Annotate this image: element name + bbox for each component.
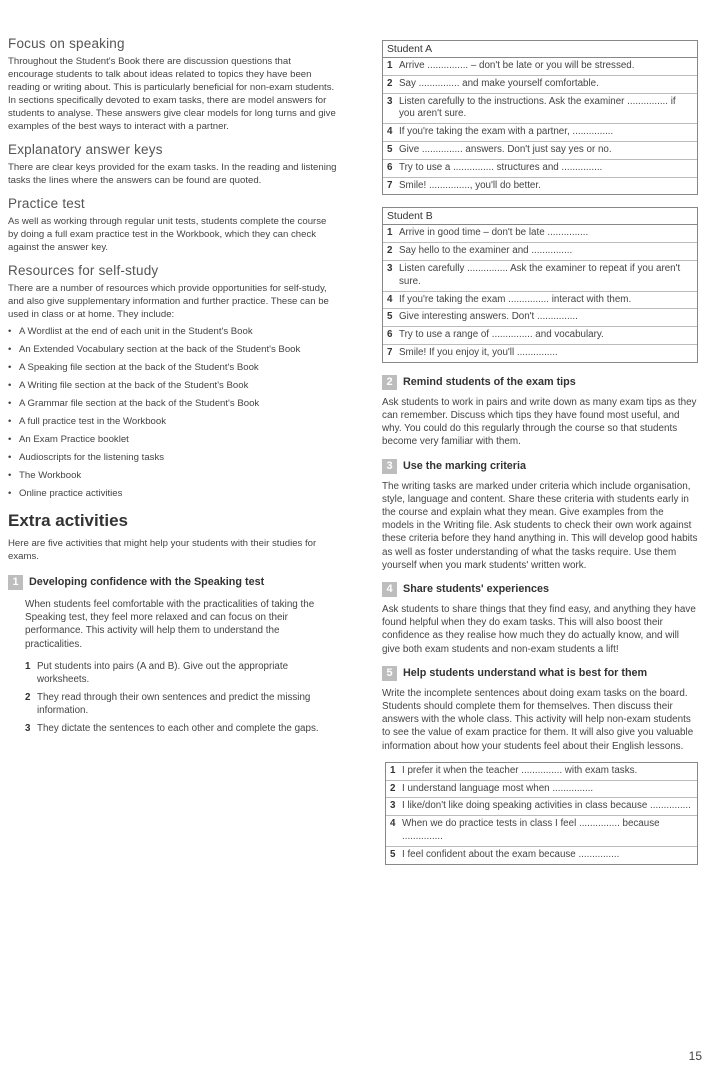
activity-1-heading bbox=[8, 575, 338, 590]
list-item bbox=[25, 660, 338, 686]
activity-3 bbox=[382, 459, 698, 572]
row-number: 1 bbox=[390, 764, 396, 776]
row-text: Give ............... answers. Don't just say yes or no. bbox=[399, 143, 612, 155]
extra-activities-title: Extra activities bbox=[8, 510, 129, 530]
resources-heading: Resources for self-study bbox=[8, 263, 159, 278]
focus-text: Throughout the Student's Book there are discussion questions that encourage students to talk about ideas related to topics they have been reading or writing about. This is particularly beneficial for non-exam students. In sections specifically devoted to exam tasks, there are model answers for students to analyse. These answers give clear models for long turns and give examples of the best ways to interact with a partner. bbox=[8, 56, 336, 132]
worksheet-row bbox=[386, 781, 697, 799]
activity-number-badge: 5 bbox=[382, 666, 397, 681]
activity-1-text: When students feel comfortable with the practicalities of taking the Speaking test, they feel more relaxed and can focus on their performance. This activity will help them to understand the practicalities. bbox=[25, 598, 315, 650]
worksheet-row bbox=[386, 763, 697, 781]
explanatory-text: There are clear keys provided for the exam tasks. In the reading and listening tasks the lines where the answers can be found are quoted. bbox=[8, 162, 337, 186]
activity-2-text: Ask students to work in pairs and write down as many exam tips as they can remember. Discuss which tips they have found most useful, and why. You could do this regularly through the course so that students become very familiar with them. bbox=[382, 396, 697, 448]
row-number: 6 bbox=[387, 161, 393, 173]
row-text: Arrive ............... – don't be late or you will be stressed. bbox=[399, 60, 635, 71]
focus-heading: Focus on speaking bbox=[8, 36, 125, 51]
row-number: 7 bbox=[387, 346, 393, 358]
list-item: • A Grammar file section at the back of the Student's Book bbox=[8, 398, 338, 411]
student-b-title: Student B bbox=[383, 208, 697, 225]
right-column bbox=[382, 40, 698, 877]
activity-1-title: Developing confidence with the Speaking test bbox=[29, 576, 265, 588]
activity-1-steps bbox=[25, 660, 338, 735]
worksheet-row bbox=[383, 94, 697, 125]
list-item: • The Workbook bbox=[8, 470, 338, 483]
row-text: If you're taking the exam ............... interact with them. bbox=[399, 293, 632, 305]
row-text: When we do practice tests in class I feel ............... because ............... bbox=[402, 818, 660, 842]
list-item: • Online practice activities bbox=[8, 488, 338, 501]
worksheet-row bbox=[383, 58, 697, 76]
row-text: Arrive in good time – don't be late ............... bbox=[399, 227, 589, 239]
row-number: 2 bbox=[387, 77, 393, 89]
list-item: • A Wordlist at the end of each unit in the Student's Book bbox=[8, 326, 338, 339]
explanatory-heading: Explanatory answer keys bbox=[8, 142, 163, 157]
list-item bbox=[25, 722, 338, 735]
activity-4-heading bbox=[382, 582, 698, 597]
list-item bbox=[25, 691, 338, 717]
list-item: • A full practice test in the Workbook bbox=[8, 416, 338, 429]
worksheet-row bbox=[383, 160, 697, 178]
page-number: 15 bbox=[688, 1049, 702, 1063]
student-b-worksheet bbox=[382, 207, 698, 362]
worksheet-row bbox=[383, 178, 697, 195]
worksheet-row bbox=[386, 847, 697, 864]
student-a-title: Student A bbox=[383, 41, 697, 58]
resources-text: There are a number of resources which provide opportunities for self-study, and also give supplementary information and further practice. These can be used in class or at home. They include: bbox=[8, 283, 329, 320]
practice-text: As well as working through regular unit tests, students complete the course by doing a full exam practice test in the Workbook, which they can check against the answer key. bbox=[8, 216, 327, 253]
row-text: I like/don't like doing speaking activities in class because ............... bbox=[402, 800, 691, 812]
row-text: Listen carefully to the instructions. Ask the examiner ............... if you aren't sure. bbox=[399, 95, 676, 120]
worksheet-row bbox=[383, 292, 697, 310]
worksheet-row bbox=[383, 345, 697, 362]
worksheet-row bbox=[386, 798, 697, 816]
row-number: 5 bbox=[387, 143, 393, 155]
activity-3-text: The writing tasks are marked under criteria which include organisation, style, language and content. Share these criteria with students early in the course and explain what they mean. Give examples from the models in the Writing file. Ask students to check their own work against these criteria before they hand anything in. This will develop good habits as well as foster understanding of what the tasks require. Use them yourself when you mark students' written work. bbox=[382, 480, 698, 571]
row-number: 2 bbox=[390, 782, 396, 794]
activity-2 bbox=[382, 375, 698, 449]
activity-number-badge: 3 bbox=[382, 459, 397, 474]
worksheet-row bbox=[383, 142, 697, 160]
step-text: They read through their own sentences and predict the missing information. bbox=[37, 692, 311, 717]
student-a-worksheet bbox=[382, 40, 698, 195]
row-text: Give interesting answers. Don't ............... bbox=[399, 311, 578, 323]
activity-3-heading bbox=[382, 459, 698, 474]
step-number: 1 bbox=[25, 661, 31, 673]
list-item: • A Speaking file section at the back of the Student's Book bbox=[8, 362, 338, 375]
extra-activities-intro: Here are five activities that might help your students with their studies for exams. bbox=[8, 537, 317, 562]
activity-number-badge: 4 bbox=[382, 582, 397, 597]
activity-number-badge: 2 bbox=[382, 375, 397, 390]
row-number: 1 bbox=[387, 227, 393, 239]
activity-5-worksheet bbox=[385, 762, 698, 865]
step-number: 2 bbox=[25, 692, 31, 704]
activity-5-title: Help students understand what is best for them bbox=[403, 667, 648, 680]
list-item: • Audioscripts for the listening tasks bbox=[8, 452, 338, 465]
row-number: 3 bbox=[387, 262, 393, 274]
row-text: Try to use a ............... structures and ............... bbox=[399, 161, 603, 173]
row-number: 3 bbox=[390, 800, 396, 812]
worksheet-row bbox=[383, 309, 697, 327]
practice-heading: Practice test bbox=[8, 196, 85, 211]
resources-list bbox=[8, 326, 338, 501]
activity-5-text: Write the incomplete sentences about doing exam tasks on the board. Students should complete them for themselves. Then discuss their answers with the whole class. This activity will help non-exam students to see the value of exam practice for them. It will also give you valuable information about how your students feel about their English lessons. bbox=[382, 687, 694, 752]
activity-4-title: Share students' experiences bbox=[403, 583, 549, 596]
row-text: Smile! ..............., you'll do better. bbox=[399, 179, 541, 191]
row-number: 5 bbox=[387, 311, 393, 323]
row-number: 3 bbox=[387, 95, 393, 107]
row-text: Try to use a range of ............... and vocabulary. bbox=[399, 329, 604, 341]
worksheet-row bbox=[386, 816, 697, 847]
step-text: Put students into pairs (A and B). Give out the appropriate worksheets. bbox=[37, 661, 289, 686]
activity-5 bbox=[382, 666, 698, 865]
activity-1 bbox=[8, 575, 338, 736]
activity-2-title: Remind students of the exam tips bbox=[403, 376, 576, 389]
list-item: • A Writing file section at the back of the Student's Book bbox=[8, 380, 338, 393]
row-text: Say hello to the examiner and ............... bbox=[399, 245, 573, 257]
row-text: I feel confident about the exam because ............... bbox=[402, 848, 620, 860]
row-text: Listen carefully ............... Ask the examiner to repeat if you aren't sure. bbox=[399, 262, 681, 287]
worksheet-row bbox=[383, 327, 697, 345]
activity-number-badge: 1 bbox=[8, 575, 23, 590]
row-number: 4 bbox=[390, 818, 396, 830]
worksheet-row bbox=[383, 261, 697, 292]
activity-4-text: Ask students to share things that they find easy, and anything they have found helpful when they do exam tasks. This will also boost their confidence as they realise how much they do actually know, and will give both exam students and non-exam students a lift! bbox=[382, 603, 696, 655]
row-text: Smile! If you enjoy it, you'll ............... bbox=[399, 346, 558, 358]
list-item: • An Extended Vocabulary section at the back of the Student's Book bbox=[8, 344, 338, 357]
row-number: 1 bbox=[387, 60, 393, 71]
activity-3-title: Use the marking criteria bbox=[403, 460, 527, 473]
worksheet-row bbox=[383, 76, 697, 94]
step-number: 3 bbox=[25, 723, 31, 735]
row-text: I understand language most when ............... bbox=[402, 782, 594, 794]
row-text: Say ............... and make yourself comfortable. bbox=[399, 77, 599, 89]
list-item: • An Exam Practice booklet bbox=[8, 434, 338, 447]
left-column bbox=[8, 36, 338, 740]
worksheet-row bbox=[383, 124, 697, 142]
row-number: 5 bbox=[390, 848, 396, 860]
row-number: 2 bbox=[387, 245, 393, 257]
row-text: If you're taking the exam with a partner, ............... bbox=[399, 126, 614, 138]
worksheet-row bbox=[383, 225, 697, 243]
activity-5-heading bbox=[382, 666, 698, 681]
row-number: 7 bbox=[387, 179, 393, 191]
activity-2-heading bbox=[382, 375, 698, 390]
row-text: I prefer it when the teacher ............... with exam tasks. bbox=[402, 764, 638, 776]
row-number: 4 bbox=[387, 126, 393, 138]
worksheet-row bbox=[383, 243, 697, 261]
row-number: 4 bbox=[387, 293, 393, 305]
row-number: 6 bbox=[387, 329, 393, 341]
step-text: They dictate the sentences to each other and complete the gaps. bbox=[37, 723, 319, 735]
activity-4 bbox=[382, 582, 698, 656]
